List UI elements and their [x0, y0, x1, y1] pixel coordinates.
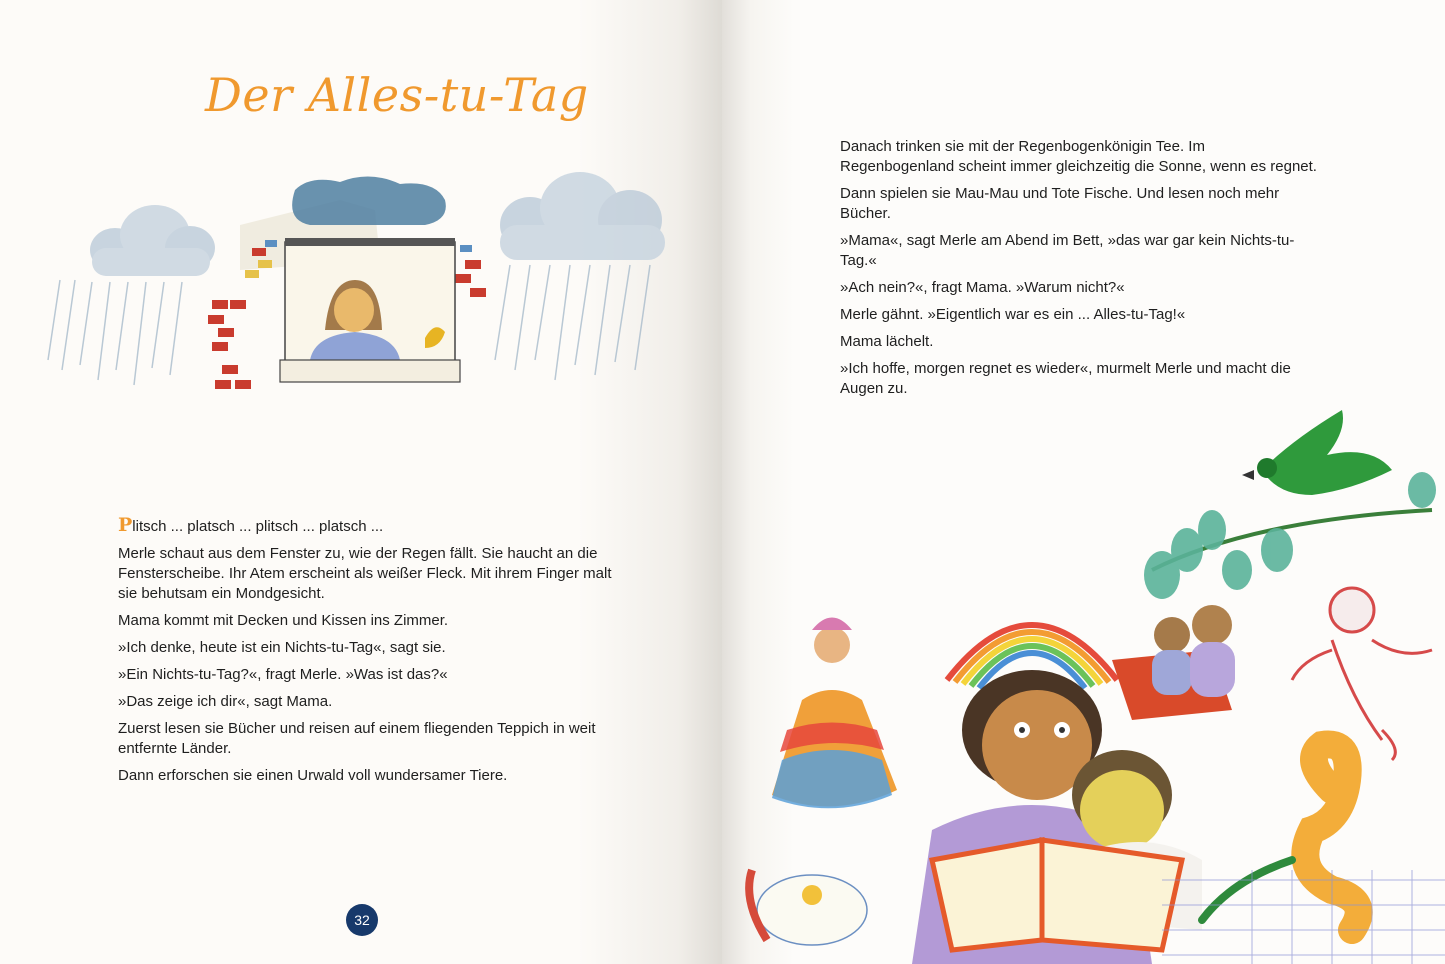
lizard-figure [1202, 860, 1292, 920]
left-page [0, 0, 722, 964]
story-paragraph: »Mama«, sagt Merle am Abend im Bett, »das war gar kein Nichts-tu-Tag.« [840, 232, 1295, 269]
open-book-figure [932, 840, 1182, 950]
story-paragraph: Dann erforschen sie einen Urwald voll wundersamer Tiere. [118, 767, 508, 784]
story-paragraph: Dann spielen sie Mau-Mau und Tote Fische. Und lesen noch mehr Bücher. [840, 185, 1280, 222]
window-rain-illustration [40, 170, 680, 420]
parrot-figure [1242, 410, 1392, 495]
right-rain-cloud [495, 172, 665, 380]
window-with-girl [208, 176, 486, 389]
page-number-badge: 32 [346, 904, 378, 936]
drop-cap: P [118, 514, 133, 536]
story-paragraph: Plitsch ... platsch ... plitsch ... platsch ... [118, 514, 384, 536]
story-paragraph: »Ach nein?«, fragt Mama. »Warum nicht?« [840, 279, 1125, 296]
story-paragraph: »Das zeige ich dir«, sagt Mama. [118, 693, 333, 710]
rainbow-queen-figure [772, 618, 897, 809]
monkey-figure [1292, 588, 1432, 760]
story-paragraph: Zuerst lesen sie Bücher und reisen auf einem fliegenden Teppich in weit entfernte Länder. [118, 720, 596, 757]
left-rain-cloud [48, 205, 215, 385]
teacup-figure [749, 870, 867, 945]
right-page [722, 0, 1445, 964]
story-paragraph: »Ich denke, heute ist ein Nichts-tu-Tag«, sagt sie. [118, 639, 446, 656]
chapter-title: Der Alles-tu-Tag [205, 68, 589, 122]
story-paragraph: Mama lächelt. [840, 333, 934, 350]
right-story-text [840, 137, 1320, 406]
story-paragraph: Merle schaut aus dem Fenster zu, wie der Regen fällt. Sie haucht an die Fensterscheibe. Ihr Atem erscheint als weißer Fleck. Mit ihrem Finger malt sie behutsam ein Mondgesicht. [118, 545, 612, 602]
left-story-text [118, 515, 618, 793]
story-paragraph: Merle gähnt. »Eigentlich war es ein ... Alles-tu-Tag!« [840, 306, 1186, 323]
flying-carpet [1112, 605, 1235, 720]
story-paragraph: Danach trinken sie mit der Regenbogenkönigin Tee. Im Regenbogenland scheint immer gleichzeitig die Sonne, wenn es regnet. [840, 138, 1317, 175]
story-paragraph: »Ein Nichts-tu-Tag?«, fragt Merle. »Was ist das?« [118, 666, 448, 683]
reading-fantasy-illustration [732, 400, 1445, 964]
story-paragraph: »Ich hoffe, morgen regnet es wieder«, murmelt Merle und macht die Augen zu. [840, 360, 1291, 397]
story-paragraph: Mama kommt mit Decken und Kissen ins Zimmer. [118, 612, 449, 629]
